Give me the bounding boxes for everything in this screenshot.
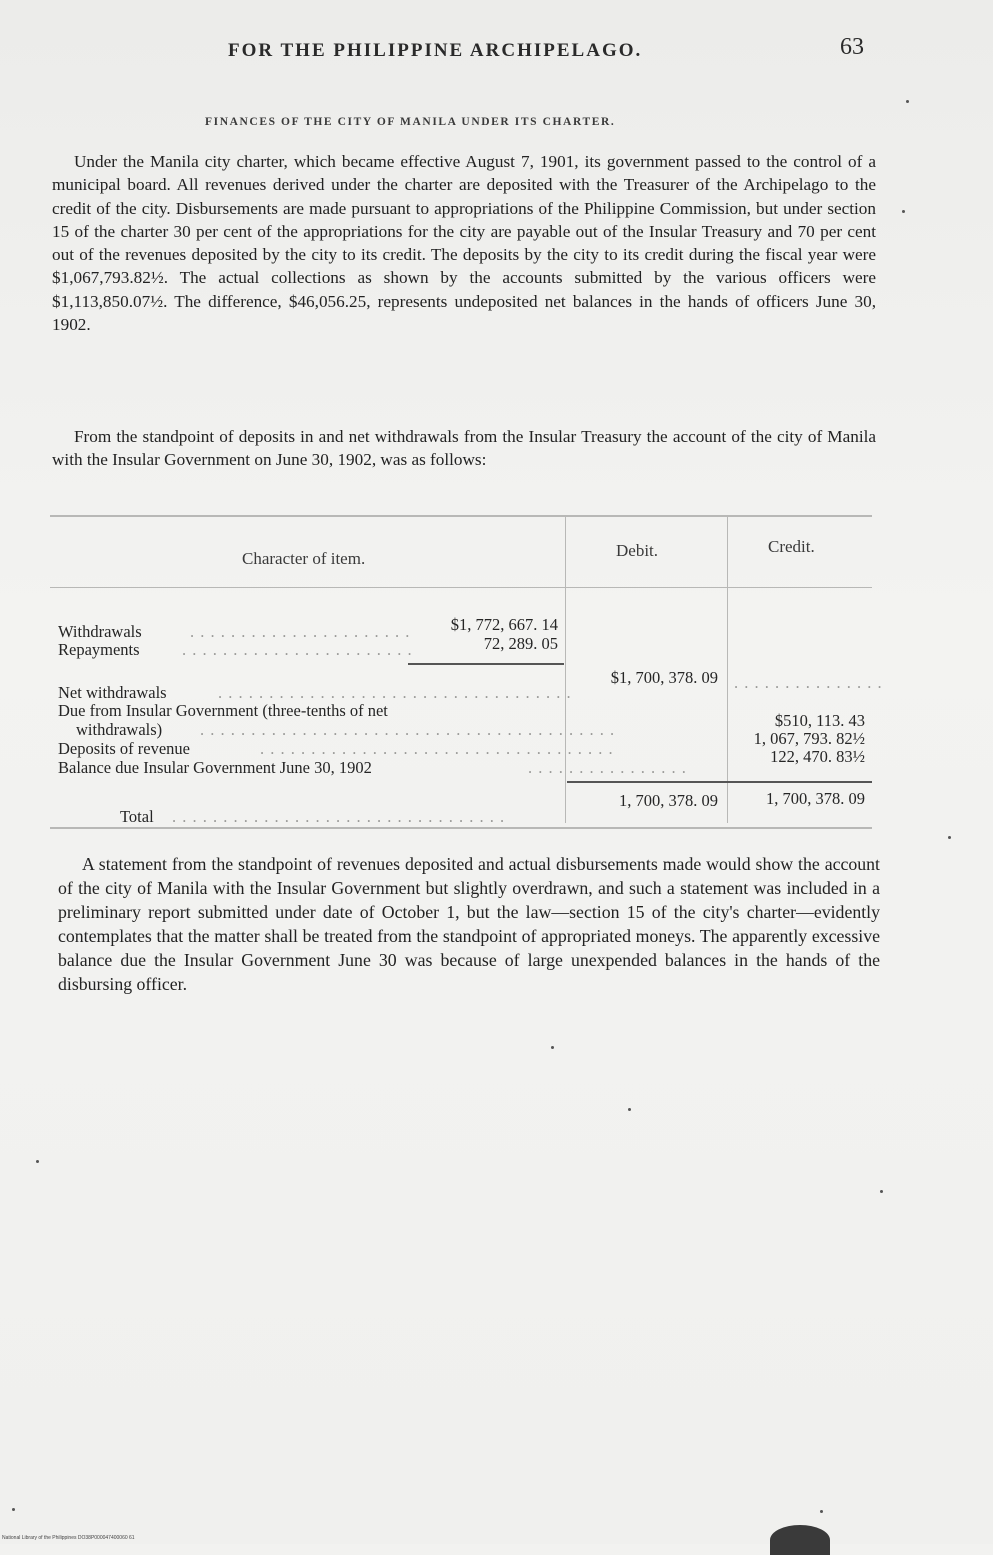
leader-dots: . . . . . . . . . . . . . . . . . . . . . . . xyxy=(182,640,413,659)
row-total-label: Total xyxy=(120,807,154,826)
scan-speck xyxy=(12,1508,15,1511)
scan-speck xyxy=(948,836,951,839)
subtotal-rule xyxy=(408,663,564,665)
paragraph-2: From the standpoint of deposits in and net withdrawals from the Insular Treasury the account of the city of Manila with the Insular Government on June 30, 1902, was as follows: xyxy=(52,427,876,470)
header-item: Character of item. xyxy=(242,549,366,568)
scan-speck xyxy=(902,210,905,213)
row-repayments-amount: 72, 289. 05 xyxy=(483,634,558,653)
scan-speck xyxy=(551,1046,554,1049)
row-repayments-label: Repayments xyxy=(58,640,140,659)
row-due-from-credit: $510, 113. 43 xyxy=(774,711,865,730)
scan-speck xyxy=(820,1510,823,1513)
row-net-withdrawals-label: Net withdrawals xyxy=(58,683,167,702)
leader-dots: . . . . . . . . . . . . . . . . . . . . . . . . . . . . . . . . . . . xyxy=(260,739,614,758)
table-top-rule xyxy=(50,515,872,517)
leader-dots: . . . . . . . . . . . . . . . . xyxy=(528,758,687,777)
row-due-from-label-1: Due from Insular Government (three-tenths of net xyxy=(58,701,388,720)
leader-dots: . . . . . . . . . . . . . . . . . . . . . . . . . . . . . . . . . xyxy=(172,807,506,826)
leader-dots: . . . . . . . . . . . . . . . . . . . . . . xyxy=(190,622,411,641)
row-net-withdrawals-debit: $1, 700, 378. 09 xyxy=(610,668,718,687)
header-credit: Credit. xyxy=(768,537,815,556)
footer-credit: National Library of the Philippines DO38P000047400060 61 xyxy=(2,1535,135,1541)
row-withdrawals-label: Withdrawals xyxy=(58,622,142,641)
section-title: FINANCES OF THE CITY OF MANILA UNDER ITS CHARTER. xyxy=(205,116,616,128)
paragraph-1: Under the Manila city charter, which became effective August 7, 1901, its government passed to the control of a municipal board. All revenues derived under the charter are deposited with the Treasurer of the Archipelago to the credit of the city. Disbursements are made pursuant to appropriations of the Philippine Commission, but under section 15 of the charter 30 per cent of the appropriations for the city are payable out of the Insular Treasury and 70 per cent out of the revenues deposited by the city to its credit. The deposits by the city to its credit during the fiscal year were $1,067,793.82½. The actual collections as shown by the accounts submitted by the various officers were $1,113,850.07½. The difference, $46,056.25, represents undeposited net balances in the hands of officers June 30, 1902. xyxy=(52,152,876,335)
scan-speck xyxy=(880,1190,883,1193)
paragraph-3: A statement from the standpoint of revenues deposited and actual disbursements made would show the account of the city of Manila with the Insular Government but slightly overdrawn, and such a statement was included in a preliminary report submitted under date of October 1, but the law—section 15 of the city's charter—evidently contemplates that the matter shall be treated from the standpoint of appropriated moneys. The apparently excessive balance due the Insular Government June 30 was because of large unexpended balances in the hands of the disbursing officer. xyxy=(58,854,880,994)
leader-dots: . . . . . . . . . . . . . . . xyxy=(734,673,883,692)
scan-speck xyxy=(906,100,909,103)
scan-speck xyxy=(628,1108,631,1111)
leader-dots: . . . . . . . . . . . . . . . . . . . . . . . . . . . . . . . . . . . xyxy=(218,683,572,702)
scan-edge-shadow xyxy=(770,1525,830,1555)
account-table xyxy=(50,515,883,835)
table-bottom-rule xyxy=(50,827,872,829)
row-deposits-label: Deposits of revenue xyxy=(58,739,190,758)
header-bottom-rule xyxy=(50,587,872,588)
row-balance-due-credit: 122, 470. 83½ xyxy=(770,747,865,766)
scan-speck xyxy=(36,1160,39,1163)
row-withdrawals-amount: $1, 772, 667. 14 xyxy=(450,615,558,634)
leader-dots: . . . . . . . . . . . . . . . . . . . . . . . . . . . . . . . . . . . . . . . . . xyxy=(200,720,616,739)
total-rule xyxy=(567,781,872,783)
row-balance-due-label: Balance due Insular Government June 30, 1902 xyxy=(58,758,372,777)
row-total-credit: 1, 700, 378. 09 xyxy=(766,789,865,808)
row-due-from-label-2: withdrawals) xyxy=(76,720,163,739)
row-deposits-credit: 1, 067, 793. 82½ xyxy=(753,729,865,748)
header-debit: Debit. xyxy=(616,541,659,560)
col-divider-2 xyxy=(727,515,728,823)
page-number: 63 xyxy=(840,34,864,60)
running-head: FOR THE PHILIPPINE ARCHIPELAGO. xyxy=(228,40,643,61)
row-total-debit: 1, 700, 378. 09 xyxy=(619,791,718,810)
